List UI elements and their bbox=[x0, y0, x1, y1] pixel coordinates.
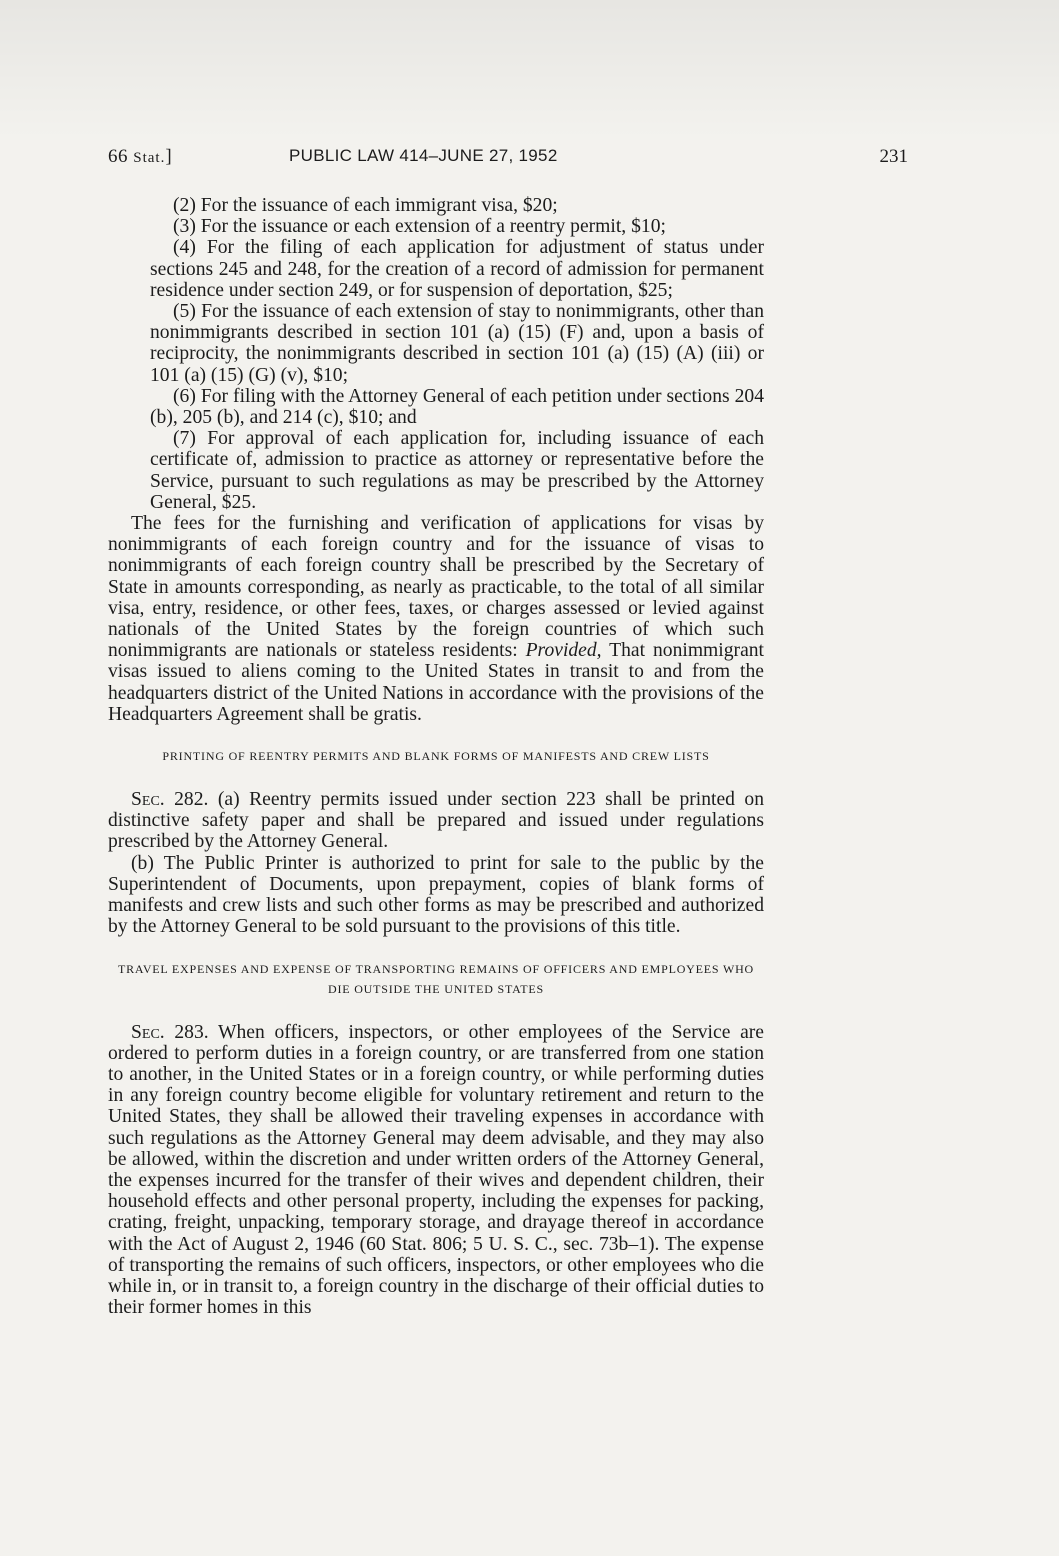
section-282-text-a: (a) Reentry permits issued under section 223 shall be printed on distinctive safety paper and shall be prepared and issued under regulations prescribed by the Attorney General. bbox=[108, 789, 765, 853]
fee-item-6: (6) For filing with the Attorney General of each petition under sections 204 (b), 205 (b), and 214 (c), $10; and bbox=[150, 385, 764, 429]
section-282-para-a bbox=[108, 789, 764, 853]
fees-paragraph bbox=[108, 513, 764, 725]
page-number: 231 bbox=[879, 146, 908, 167]
section-283-para bbox=[108, 1022, 764, 1319]
section-283-heading: TRAVEL EXPENSES AND EXPENSE OF TRANSPORTING REMAINS OF OFFICERS AND EMPLOYEES WHO DIE OUTSIDE THE UNITED STATES bbox=[117, 961, 755, 996]
fee-item-3: (3) For the issuance or each extension of a reentry permit, $10; bbox=[173, 216, 666, 238]
stat-citation bbox=[108, 146, 172, 168]
fee-item-4: (4) For the filing of each application for adjustment of status under sections 245 and 248, for the creation of a record of admission for permanent residence under section 249, or for suspension of deportation, $25; bbox=[150, 237, 764, 301]
fee-item-7: (7) For approval of each application for, including issuance of each certificate of, admission to practice as attorney or representative before the Service, pursuant to such regulations as may be prescribed by the Attorney General, $25. bbox=[150, 428, 764, 513]
scan-shadow bbox=[0, 0, 1059, 140]
provided-proviso: Provided, bbox=[525, 640, 602, 662]
section-283-text: When officers, inspectors, or other employees of the Service are ordered to perform duties in a foreign country, or are transferred from one station to another, in the United States or in a foreign country, or while performing duties in any foreign country become eligible for voluntary retirement and return to the United States, they shall be allowed their traveling expenses in accordance with such regulations as the Attorney General may deem advisable, and they may also be allowed, within the discretion and under written orders of the Attorney General, the expenses incurred for the transfer of their wives and dependent children, their household effects and other personal property, including the expenses for packing, crating, freight, unpacking, temporary storage, and drayage thereof in accordance with the Act of August 2, 1946 (60 Stat. 806; 5 U. S. C., sec. 73b–1). The expense of transporting the remains of such officers, inspectors, or other employees who die while in, or in transit to, a foreign country in the discharge of their official duties to their former homes in this bbox=[108, 1021, 765, 1319]
fees-text-after: That nonimmigrant visas issued to aliens coming to the United States in transit to and from the headquarters district of the United Nations in accordance with the provisions of the Headquarters Agreement shall be gratis. bbox=[108, 640, 765, 725]
fees-text-before: The fees for the furnishing and verification of applications for visas by nonimmigrants of each foreign country and for the issuance of visas to nonimmigrants of each foreign country shall be prescribed by the Secretary of State in amounts corresponding, as nearly as practicable, to the total of all similar visa, entry, residence, or other fees, taxes, or charges assessed or levied against nationals of the United States by the foreign countries of which such nonimmigrants are nationals or stateless residents: bbox=[108, 513, 764, 662]
section-283-label: Sec. 283. bbox=[131, 1021, 209, 1043]
section-282-heading: PRINTING OF REENTRY PERMITS AND BLANK FORMS OF MANIFESTS AND CREW LISTS bbox=[162, 749, 710, 764]
fee-item-2: (2) For the issuance of each immigrant visa, $20; bbox=[173, 195, 558, 216]
section-282-para-b: (b) The Public Printer is authorized to print for sale to the public by the Superintendent of Documents, upon prepayment, copies of blank forms of manifests and crew lists and such other forms as may be prescribed and authorized by the Attorney General to be sold pursuant to the provisions of this title. bbox=[108, 852, 764, 938]
running-header bbox=[108, 146, 908, 174]
stat-volume: 66 bbox=[108, 146, 128, 167]
page-title: PUBLIC LAW 414–JUNE 27, 1952 bbox=[289, 146, 558, 165]
section-282-label: Sec. 282. bbox=[131, 789, 209, 811]
stat-abbrev: Stat. bbox=[133, 150, 166, 166]
stat-bracket: ] bbox=[165, 146, 173, 167]
fee-item-5: (5) For the issuance of each extension of stay to nonimmigrants, other than nonimmigrants described in section 101 (a) (15) (F) and, upon a basis of reciprocity, the nonimmigrants described in section 101 (a) (15) (A) (iii) or 101 (a) (15) (G) (v), $10; bbox=[150, 301, 764, 386]
body-text bbox=[108, 195, 764, 1318]
